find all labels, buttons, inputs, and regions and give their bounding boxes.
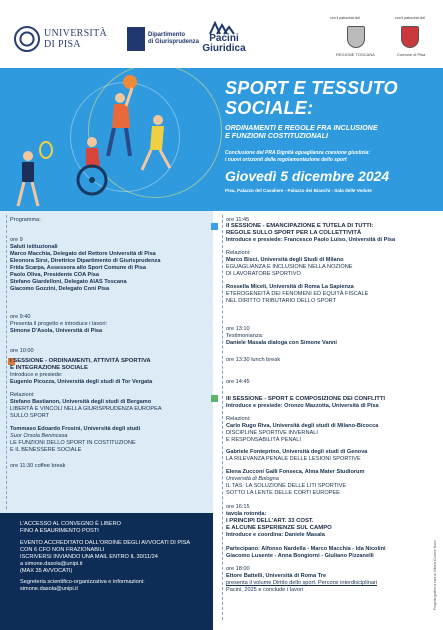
right-line: DI LAVORATORE SPORTIVO (226, 271, 301, 277)
left-line: Introduce e presiede: (10, 372, 63, 378)
right-line: III SESSIONE - SPORT E COMPOSIZIONE DEI CONFLITTI (226, 396, 386, 402)
left-line: ore 10:00 (10, 348, 34, 354)
right-line: ETEROGENEITÀ DEI FENOMENI ED EQUITÀ FISCALE (226, 291, 369, 297)
right-line: tavola rotonda: (226, 511, 267, 517)
left-line: I SESSIONE - ORDINAMENTI, ATTIVITÀ SPORTIVA (10, 358, 151, 364)
event-title-line2: SOCIALE: (225, 98, 314, 118)
left-line: Marco Macchia, Delegato del Rettore Università di Pisa (10, 251, 156, 257)
right-line: Giacomo Lusente - Anna Bongiorni - Giuliano Pizzanelli (226, 553, 374, 559)
right-line: presenta il volume Diritto dello sport. Percorsi interdisciplinari (226, 580, 378, 586)
right-line: ore 13:10 (226, 326, 250, 332)
left-line: E IL BENESSERE SOCIALE (10, 447, 82, 453)
unipi-name-line2: DI PISA (44, 39, 81, 50)
logos-bar (0, 0, 443, 68)
footer-line: EVENTO ACCREDITATO DALL'ORDINE DEGLI AVVOCATI DI PISA (20, 540, 191, 546)
left-line: ore 11:30 coffee break (10, 463, 66, 469)
hero-banner (0, 68, 443, 211)
right-line: DISCIPLINE SPORTIVE INVERNALI (226, 430, 318, 436)
event-subtitle-line1: ORDINAMENTI E REGOLE FRA INCLUSIONE (225, 123, 378, 132)
comune-caption: Comune di Pisa (397, 52, 426, 57)
right-line: ore 18:00 (226, 566, 250, 572)
left-line: Eleonora Sirsi, Direttrice Dipartimento di Giurisprudenza (10, 258, 161, 264)
session3-marker-icon (211, 395, 218, 402)
right-line: REGOLE SULLO SPORT PER LA COLLETTIVITÀ (226, 230, 362, 236)
pacini-line1: Pacini (209, 33, 239, 44)
right-line: Daniele Masala dialoga con Simone Vanni (226, 340, 337, 346)
right-line: ore 14:45 (226, 379, 250, 385)
divider (222, 215, 223, 620)
right-line: Ettore Battelli, Università di Roma Tre (226, 573, 327, 579)
session2-marker-icon (211, 223, 218, 230)
footer-line: simone.dasola@unipi.it (20, 586, 78, 592)
right-line: Rossella Miceli, Università di Roma La Sapienza (226, 284, 354, 290)
divider (6, 215, 7, 509)
right-line: SOTTO LA LENTE DELLE CORTI EUROPEE (226, 490, 340, 496)
right-line: Pacini, 2025 e conclude i lavori (226, 587, 304, 593)
footer-line: CON 6 CFO NON FRAZIONABILI (20, 547, 105, 553)
left-line: Paolo Oliva, Presidente COA Pisa (10, 272, 100, 278)
right-line: I PRINCIPI DELL'ART. 33 COST. (226, 518, 314, 524)
left-line: Tommaso Edoardo Frosini, Università degli studi (10, 426, 141, 432)
right-line: Introduce e presiede: Oronzo Mazzotta, Università di Pisa (226, 403, 379, 409)
event-location: Pisa, Palazzo del Cavaliere - Palazzo dei Bianchi - Sala delle Vedute (225, 188, 372, 193)
left-line: LE FUNZIONI DELLO SPORT IN COSTITUZIONE (10, 440, 136, 446)
dip-line2: di Giurisprudenza (148, 39, 200, 45)
unipi-name-line1: UNIVERSITÀ (44, 28, 107, 39)
patrocinio-label-regione: con il patrocinio del (330, 16, 360, 20)
regione-crest-icon (347, 26, 365, 48)
unipi-seal-icon (14, 26, 40, 52)
right-line: Relazioni: (226, 250, 251, 256)
left-line: Stefano Giardelloni, Delegato AIAS Toscana (10, 279, 127, 285)
footer-line: a simone.dasola@unipi.it (20, 561, 83, 567)
right-line: Partecipano: Alfonso Nardella - Marco Macchia - Ida Nicolini (226, 546, 386, 552)
right-line: E RESPONSABILITÀ PENALI (226, 437, 301, 443)
dip-line1: Dipartimento (148, 32, 186, 38)
footer-line: FINO A ESAURIMENTO POSTI (20, 528, 99, 534)
event-title-line1: SPORT E TESSUTO (225, 78, 398, 98)
right-line: Elena Zucconi Galli Fonseca, Alma Mater Studiorum (226, 469, 365, 475)
right-line: NEL DIRITTO TRIBUTARIO DELLO SPORT (226, 298, 337, 304)
left-line: Eugenio Picozza, Università degli studi di Tor Vergata (10, 379, 153, 385)
right-line: ore 13:30 lunch break (226, 357, 281, 363)
right-line: Gabriele Fonteprino, Università degli studi di Genova (226, 449, 368, 455)
event-date: Giovedì 5 dicembre 2024 (225, 168, 390, 184)
basketball-icon (123, 75, 137, 89)
pacini-logo-text (201, 34, 247, 54)
right-line: Testimonianza: (226, 333, 264, 339)
right-line: Marco Bisci, Università degli Studi di Milano (226, 257, 344, 263)
left-line: Simone D'Asola, Università di Pisa (10, 328, 103, 334)
dipartimento-logo-icon (127, 27, 145, 51)
athletes-illustration (0, 68, 225, 211)
right-line: II SESSIONE - EMANCIPAZIONE E TUTELA DI TUTTI: (226, 223, 374, 229)
dipartimento-logo-text (148, 32, 199, 46)
left-line: Presenta il progetto e introduce i lavori: (10, 321, 108, 327)
intro-line2: i nuovi orizzonti della regolamentazione dello sport (225, 157, 347, 163)
event-subtitle-line2: E FUNZIONI COSTITUZIONALI (225, 131, 329, 140)
left-line: Frida Scarpa, Assessora allo Sport Comune di Pisa (10, 265, 146, 271)
regione-caption: REGIONE TOSCANA (336, 52, 375, 57)
footer-line: ISCRIVERSI INVIANDO UNA MAIL ENTRO IL 30/11/24 (20, 554, 158, 560)
design-credit: Progetto grafico a cura di Vittoria Ciccone Nucci (433, 540, 437, 610)
left-line: Stefano Bastianon, Università degli studi di Bergamo (10, 399, 152, 405)
pacini-line2: Giuridica (202, 43, 246, 54)
left-line: E INTEGRAZIONE SOCIALE (10, 365, 88, 371)
right-line: E ALCUNE ESPERIENZE SUL CAMPO (226, 525, 332, 531)
right-line: Università di Bologna (226, 476, 279, 482)
left-line: SULLO SPORT (10, 413, 50, 419)
intro-line1: Conclusione del PRA Dignità eguaglianza coesione giustizia: (225, 150, 370, 156)
right-line: IL TAS: LA SOLUZIONE DELLE LITI SPORTIVE (226, 483, 347, 489)
comune-crest-icon (401, 26, 419, 48)
left-line: ore 9:40 (10, 314, 31, 320)
info-footer (0, 513, 213, 630)
left-line: Relazioni: (10, 392, 35, 398)
right-line: ore 11:45 (226, 217, 250, 223)
footer-line: (MAX 35 AVVOCATI) (20, 568, 73, 574)
right-line: Relazioni: (226, 416, 251, 422)
left-line: LIBERTÀ E VINCOLI NELLA GIURISPRUDENZA EUROPEA (10, 406, 162, 412)
left-line: Suor Orsola Benincasa (10, 433, 68, 439)
left-line: Saluti istituzionali (10, 244, 58, 250)
right-line: Introduce e coordina: Daniele Masala (226, 532, 325, 538)
footer-line: Segreteria scientifico-organizzativa e informazioni: (20, 579, 145, 585)
unipi-logo-text (44, 28, 107, 50)
left-line: Programma: (10, 217, 41, 223)
right-line: Introduce e presiede: Francesco Paolo Luiso, Università di Pisa (226, 237, 396, 243)
right-line: EGUAGLIANZA E INCLUSIONE NELLA NOZIONE (226, 264, 353, 270)
right-line: ore 16:15 (226, 504, 250, 510)
right-line: Carlo Rugo Riva, Università degli studi di Milano-Bicocca (226, 423, 379, 429)
right-line: LA RILEVANZA PENALE DELLE LESIONI SPORTIVE (226, 456, 361, 462)
patrocinio-label-comune: con il patrocinio del (395, 16, 425, 20)
program-section (0, 211, 443, 630)
left-line: Giacomo Gozzini, Delegato Coni Pisa (10, 286, 110, 292)
left-line: ore 9 (10, 237, 23, 243)
footer-line: L'ACCESSO AL CONVEGNO È LIBERO (20, 521, 121, 527)
